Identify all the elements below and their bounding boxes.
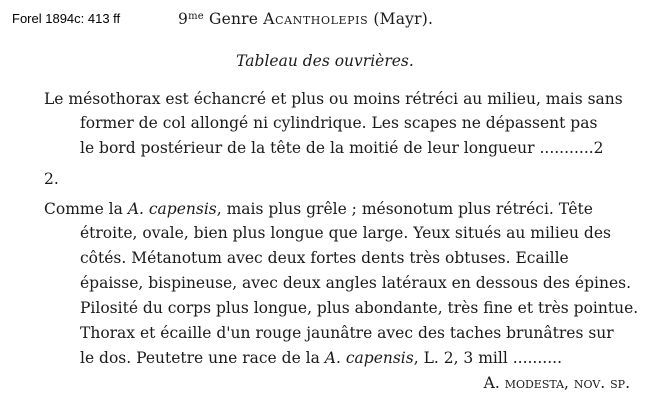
couplet2-line4: épaisse, bispineuse, avec deux angles latéraux en dessous des épines. xyxy=(80,274,631,292)
couplet2-line7-post: , L. 2, 3 mill .......... xyxy=(413,349,562,367)
couplet1-line3: le bord postérieur de la tête de la moitié de leur longueur ...........2 xyxy=(80,139,604,157)
couplet-number: 2. xyxy=(44,170,59,188)
genus-author: (Mayr). xyxy=(373,10,434,28)
couplet2-line7-pre: le dos. Peutetre une race de la xyxy=(80,349,325,367)
couplet2-line1-post: , mais plus grêle ; mésonotum plus rétréci. Tête xyxy=(216,200,593,218)
taxon-a-capensis: A. capensis xyxy=(127,200,217,218)
species-label: A. modesta, nov. sp. xyxy=(483,374,630,392)
genus-name: Acantholepis xyxy=(263,10,369,28)
genus-ordinal-suffix: me xyxy=(188,11,204,22)
couplet1-line2: former de col allongé ni cylindrique. Les scapes ne dépassent pas xyxy=(80,114,598,132)
reference-label: Forel 1894c: 413 ff xyxy=(12,11,121,26)
genus-word: Genre xyxy=(209,10,259,28)
couplet2-line1 xyxy=(44,200,593,218)
couplet2-line7 xyxy=(80,349,562,367)
section-title: Tableau des ouvrières. xyxy=(236,52,414,70)
couplet2-line1-pre: Comme la xyxy=(44,200,128,218)
genus-ordinal: 9 xyxy=(178,10,189,28)
couplet2-line2: étroite, ovale, bien plus longue que large. Yeux situés au milieu des xyxy=(80,224,611,242)
couplet1-line1: Le mésothorax est échancré et plus ou moins rétréci au milieu, mais sans xyxy=(44,90,623,108)
couplet2-line5: Pilosité du corps plus longue, plus abondante, très fine et très pointue. xyxy=(80,299,639,317)
couplet2-line6: Thorax et écaille d'un rouge jaunâtre avec des taches brunâtres sur xyxy=(80,324,614,342)
genus-heading xyxy=(178,10,433,28)
couplet2-line3: côtés. Métanotum avec deux fortes dents très obtuses. Ecaille xyxy=(80,249,569,267)
taxon-a-capensis-2: A. capensis xyxy=(324,349,414,367)
